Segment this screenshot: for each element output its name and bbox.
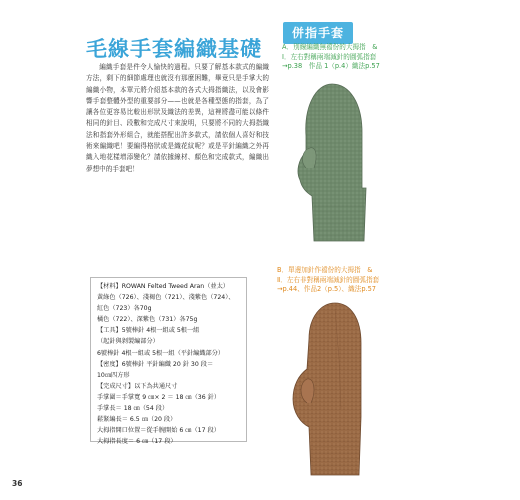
brown-mitten-image xyxy=(285,299,367,479)
spec-line: 【工具】5號棒針 4根一組或 5根一組 xyxy=(97,327,200,335)
spec-line: 大拇指長度＝ 6 ㎝（17 段） xyxy=(97,438,177,446)
caption-a-line3: →p.38 作品 1（p.4）織法p.57 xyxy=(282,62,380,70)
spec-line: 6號棒針 4根一組或 5根一組（平針編織部分） xyxy=(97,349,225,357)
caption-a xyxy=(282,43,380,72)
caption-b-line2: Ⅱ．左右非對稱兩端減針的圓弧指套 xyxy=(277,275,380,284)
spec-line: （起針與剝製編部分） xyxy=(97,338,159,346)
section-tag: 併指手套 xyxy=(283,22,353,44)
spec-line: 橘色（722）、深紫色（731）各75g xyxy=(97,316,198,324)
spec-line: 手掌長＝ 18 ㎝（54 段） xyxy=(97,405,169,413)
intro-paragraph: 編織手套是件令人愉快的過程。只要了解基本款式的編織方法，剩下的細節處理也就沒有那麼困難，畢竟只是手掌大的編織小物，本單元將介紹基本款的各式大拇指織法，以及會影響手套整體外型的重要部分——也就是各種型態的指套，為了讓各位更容易比較出形狀及織法的差異，這裡將盡可能以條件相同的針目、段數和完成尺寸來說明，只要將不同的大拇指織法和指套外形組合，就能搭配出許多款式，請依個人喜好和技術來編織吧！要編得格狀或是織花紋呢？或是平針編織之外再織入地花樣增添變化？請依據線材、顏色和完成款式，編織出夢想中的手套吧！ xyxy=(86,63,269,173)
spec-line: 【完成尺寸】以下為共通尺寸 xyxy=(97,382,178,390)
spec-line: 手掌圍＝手掌寬 9 ㎝× 2 ＝ 18 ㎝（36 針） xyxy=(97,393,221,401)
spec-line: 10㎝四方形 xyxy=(97,371,130,379)
caption-a-line2: Ⅰ．左右對稱兩端減針的圓弧指套 xyxy=(282,52,377,61)
caption-b xyxy=(277,266,379,295)
page-title: 毛線手套編織基礎 xyxy=(86,37,262,61)
green-mitten-image xyxy=(292,76,372,248)
spec-line: 鬆緊編長＝ 6.5 ㎝（20 段） xyxy=(97,416,177,424)
page-number: 36 xyxy=(12,479,23,488)
spec-line: 【材料】ROWAN Felted Tweed Aran（並太） xyxy=(97,283,229,290)
spec-line: 黃綠色（726）、淺褐色（721）、淺紫色（724）、 xyxy=(97,294,235,302)
spec-line: 【密度】6號棒針 平針編織 20 針 30 段＝ xyxy=(97,360,214,368)
spec-line: 紅色（723）各70g xyxy=(97,305,152,313)
materials-spec-box xyxy=(90,277,247,446)
caption-b-line3: →p.44、作品2（p.5）、織法p.57 xyxy=(277,285,376,293)
caption-b-line1: B．單邊加針作襠份的大拇指 & xyxy=(277,266,373,274)
caption-a-line1: A．別線編織無襠份的大拇指 & xyxy=(282,43,378,51)
spec-line: 大拇指開口位置＝從手腕開始 6 ㎝（17 段） xyxy=(97,427,220,435)
